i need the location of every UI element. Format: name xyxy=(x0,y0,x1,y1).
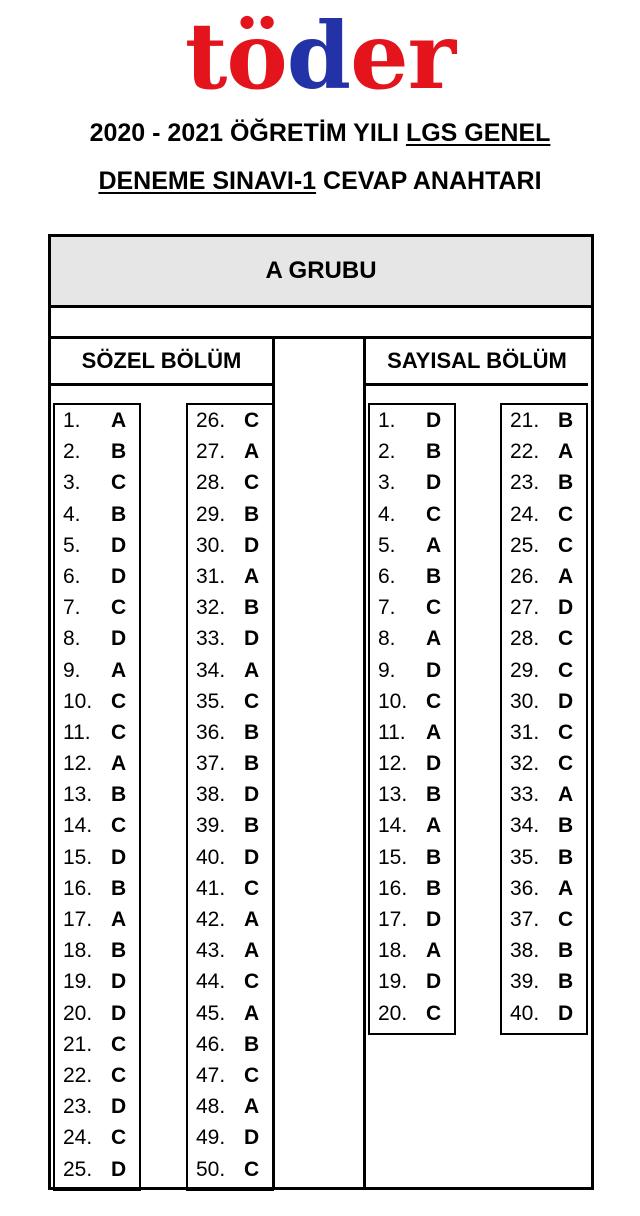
sayisal-column-1 xyxy=(368,403,456,1035)
answer-letter: C xyxy=(111,1032,127,1056)
answer-letter: A xyxy=(558,876,574,900)
answer-letter: A xyxy=(111,752,127,776)
answer-row xyxy=(188,966,272,997)
answer-letter: C xyxy=(244,970,260,994)
answer-row xyxy=(370,592,454,623)
answer-letter: B xyxy=(244,596,260,620)
question-number: 10. xyxy=(63,689,93,713)
question-number: 3. xyxy=(378,471,396,495)
answer-row xyxy=(55,966,139,997)
answer-row xyxy=(55,467,139,498)
question-number: 50. xyxy=(196,1157,226,1181)
question-number: 29. xyxy=(510,658,540,682)
answer-row xyxy=(188,467,272,498)
answer-letter: A xyxy=(426,720,442,744)
answer-row xyxy=(188,935,272,966)
answer-row xyxy=(188,1060,272,1091)
answer-row xyxy=(370,810,454,841)
answer-row xyxy=(502,686,586,717)
question-number: 43. xyxy=(196,939,226,963)
answer-row xyxy=(188,561,272,592)
answer-row xyxy=(55,748,139,779)
answer-letter: A xyxy=(111,409,127,432)
question-number: 33. xyxy=(510,783,540,807)
answer-letter: B xyxy=(558,814,574,838)
answer-letter: B xyxy=(244,752,260,776)
question-number: 1. xyxy=(63,409,81,432)
answer-letter: C xyxy=(244,1157,260,1181)
answer-row xyxy=(55,686,139,717)
answer-row xyxy=(502,717,586,748)
question-number: 18. xyxy=(378,939,408,963)
question-number: 32. xyxy=(510,752,540,776)
question-number: 20. xyxy=(378,1001,408,1025)
question-number: 27. xyxy=(196,440,226,464)
answer-letter: B xyxy=(426,564,442,588)
answer-key-frame xyxy=(48,234,594,1190)
question-number: 48. xyxy=(196,1095,226,1119)
answer-letter: C xyxy=(558,752,574,776)
answer-row xyxy=(55,592,139,623)
answer-letter: D xyxy=(558,689,574,713)
answer-row xyxy=(55,499,139,530)
answer-letter: C xyxy=(111,1063,127,1087)
answer-letter: C xyxy=(426,596,442,620)
answer-letter: C xyxy=(426,502,442,526)
question-number: 19. xyxy=(63,970,93,994)
answer-letter: C xyxy=(558,908,574,931)
question-number: 16. xyxy=(378,876,408,900)
answer-row xyxy=(502,748,586,779)
answer-row xyxy=(502,623,586,654)
answer-letter: D xyxy=(111,1095,127,1119)
answer-letter: A xyxy=(111,908,127,931)
answer-row xyxy=(55,1122,139,1153)
answer-letter: C xyxy=(244,409,260,432)
answer-row xyxy=(55,935,139,966)
question-number: 27. xyxy=(510,596,540,620)
question-number: 40. xyxy=(510,1001,540,1025)
answer-row xyxy=(370,966,454,997)
title-line-1-underlined: LGS GENEL xyxy=(405,119,551,147)
answer-letter: C xyxy=(244,1063,260,1087)
question-number: 13. xyxy=(63,783,93,807)
question-number: 30. xyxy=(196,533,226,557)
answer-letter: B xyxy=(426,845,442,869)
question-number: 9. xyxy=(63,658,81,682)
answer-row xyxy=(188,405,272,436)
answer-letter: A xyxy=(426,814,442,838)
answer-row xyxy=(370,436,454,467)
question-number: 26. xyxy=(196,409,226,432)
answer-letter: B xyxy=(426,440,442,464)
question-number: 31. xyxy=(196,564,226,588)
question-number: 28. xyxy=(196,471,226,495)
answer-row xyxy=(370,405,454,436)
answer-letter: B xyxy=(244,1032,260,1056)
answer-row xyxy=(55,1154,139,1185)
answer-row xyxy=(502,436,586,467)
answer-row xyxy=(502,499,586,530)
sayisal-section-title: SAYISAL BÖLÜM xyxy=(363,339,588,386)
question-number: 5. xyxy=(63,533,81,557)
answer-letter: D xyxy=(558,1001,574,1025)
answer-letter: A xyxy=(426,627,442,651)
answer-row xyxy=(370,904,454,935)
answer-row xyxy=(502,873,586,904)
answer-row xyxy=(188,623,272,654)
answer-row xyxy=(502,467,586,498)
question-number: 38. xyxy=(196,783,226,807)
answer-letter: C xyxy=(111,689,127,713)
answer-letter: B xyxy=(558,939,574,963)
answer-letter: A xyxy=(244,440,260,464)
question-number: 2. xyxy=(63,440,81,464)
answer-row xyxy=(55,436,139,467)
sayisal-column-2 xyxy=(500,403,588,1035)
answer-row xyxy=(188,686,272,717)
answer-letter: B xyxy=(244,814,260,838)
answer-row xyxy=(502,530,586,561)
question-number: 9. xyxy=(378,658,396,682)
question-number: 39. xyxy=(510,970,540,994)
answer-letter: D xyxy=(111,970,127,994)
answer-row xyxy=(55,904,139,935)
answer-letter: D xyxy=(111,533,127,557)
answer-letter: C xyxy=(558,720,574,744)
answer-row xyxy=(188,592,272,623)
sozel-column-1 xyxy=(53,403,141,1191)
question-number: 18. xyxy=(63,939,93,963)
question-number: 37. xyxy=(510,908,540,931)
question-number: 7. xyxy=(63,596,81,620)
answer-letter: B xyxy=(426,876,442,900)
answer-letter: D xyxy=(244,783,260,807)
answer-letter: D xyxy=(426,658,442,682)
question-number: 8. xyxy=(63,627,81,651)
answer-letter: B xyxy=(426,783,442,807)
logo-part-1: tö xyxy=(184,2,287,110)
question-number: 41. xyxy=(196,876,226,900)
answer-letter: B xyxy=(111,440,127,464)
answer-row xyxy=(188,655,272,686)
answer-letter: D xyxy=(558,596,574,620)
question-number: 21. xyxy=(63,1032,93,1056)
question-number: 22. xyxy=(63,1063,93,1087)
answer-letter: B xyxy=(111,876,127,900)
answer-row xyxy=(188,717,272,748)
answer-letter: A xyxy=(426,939,442,963)
answer-row xyxy=(188,842,272,873)
answer-row xyxy=(502,592,586,623)
answer-row xyxy=(502,561,586,592)
answer-row xyxy=(188,499,272,530)
question-number: 36. xyxy=(510,876,540,900)
question-number: 31. xyxy=(510,720,540,744)
answer-row xyxy=(370,467,454,498)
answer-letter: A xyxy=(244,658,260,682)
answer-letter: D xyxy=(426,752,442,776)
logo-part-2: d xyxy=(286,2,351,110)
answer-letter: A xyxy=(244,908,260,931)
answer-row xyxy=(502,405,586,436)
answer-letter: D xyxy=(426,409,442,432)
answer-letter: C xyxy=(111,596,127,620)
question-number: 4. xyxy=(378,502,396,526)
sayisal-section xyxy=(363,386,588,1187)
question-number: 47. xyxy=(196,1063,226,1087)
answer-letter: A xyxy=(244,564,260,588)
question-number: 10. xyxy=(378,689,408,713)
logo-part-3: er xyxy=(350,2,456,110)
answer-row xyxy=(55,873,139,904)
question-number: 17. xyxy=(378,908,408,931)
answer-row xyxy=(55,1060,139,1091)
answer-row xyxy=(188,748,272,779)
question-number: 49. xyxy=(196,1126,226,1150)
answer-letter: C xyxy=(244,471,260,495)
question-number: 8. xyxy=(378,627,396,651)
question-number: 13. xyxy=(378,783,408,807)
answer-letter: C xyxy=(111,720,127,744)
answer-letter: A xyxy=(558,783,574,807)
question-number: 40. xyxy=(196,845,226,869)
page-title-line-1 xyxy=(0,118,640,148)
answer-row xyxy=(55,1029,139,1060)
answer-letter: D xyxy=(244,533,260,557)
answer-row xyxy=(188,904,272,935)
question-number: 11. xyxy=(378,720,406,744)
answer-letter: B xyxy=(558,845,574,869)
question-number: 3. xyxy=(63,471,81,495)
answer-row xyxy=(502,779,586,810)
answer-row xyxy=(370,998,454,1029)
answer-row xyxy=(370,530,454,561)
question-number: 6. xyxy=(63,564,81,588)
spacer-band xyxy=(51,308,591,339)
answer-row xyxy=(188,779,272,810)
answer-letter: B xyxy=(111,783,127,807)
answer-row xyxy=(55,779,139,810)
answer-letter: C xyxy=(426,1001,442,1025)
answer-row xyxy=(55,998,139,1029)
answer-row xyxy=(502,904,586,935)
answer-row xyxy=(188,436,272,467)
answer-row xyxy=(188,1091,272,1122)
title-line-2-suffix: CEVAP ANAHTARI xyxy=(316,167,542,195)
answer-row xyxy=(188,1154,272,1185)
answer-letter: A xyxy=(111,658,127,682)
question-number: 2. xyxy=(378,440,396,464)
answer-row xyxy=(370,873,454,904)
answer-row xyxy=(370,623,454,654)
answer-letter: A xyxy=(426,533,442,557)
answer-row xyxy=(502,998,586,1029)
answer-row xyxy=(370,499,454,530)
answer-letter: B xyxy=(244,502,260,526)
answer-row xyxy=(188,998,272,1029)
answer-letter: D xyxy=(111,1001,127,1025)
answer-letter: A xyxy=(244,1001,260,1025)
answer-letter: B xyxy=(558,409,574,432)
question-number: 29. xyxy=(196,502,226,526)
answer-letter: C xyxy=(111,1126,127,1150)
title-line-2-underlined: DENEME SINAVI-1 xyxy=(98,167,317,195)
answer-row xyxy=(188,530,272,561)
title-line-1-prefix: 2020 - 2021 ÖĞRETİM YILI xyxy=(89,119,406,147)
question-number: 33. xyxy=(196,627,226,651)
answer-row xyxy=(188,1122,272,1153)
question-number: 17. xyxy=(63,908,93,931)
answer-row xyxy=(370,717,454,748)
answer-row xyxy=(370,779,454,810)
question-number: 36. xyxy=(196,720,226,744)
question-number: 25. xyxy=(63,1157,93,1181)
answer-row xyxy=(55,623,139,654)
answer-letter: C xyxy=(558,627,574,651)
question-number: 32. xyxy=(196,596,226,620)
sozel-section xyxy=(51,386,275,1187)
answer-row xyxy=(370,561,454,592)
answer-row xyxy=(370,686,454,717)
answer-letter: D xyxy=(426,970,442,994)
answer-row xyxy=(188,810,272,841)
question-number: 37. xyxy=(196,752,226,776)
answer-row xyxy=(55,561,139,592)
question-number: 22. xyxy=(510,440,540,464)
question-number: 12. xyxy=(378,752,408,776)
question-number: 23. xyxy=(63,1095,93,1119)
question-number: 15. xyxy=(63,845,93,869)
toder-logo xyxy=(0,2,640,110)
page-title-line-2 xyxy=(0,166,640,196)
answer-letter: B xyxy=(558,471,574,495)
answer-row xyxy=(55,530,139,561)
answer-letter: A xyxy=(558,564,574,588)
question-number: 4. xyxy=(63,502,81,526)
question-number: 28. xyxy=(510,627,540,651)
answer-letter: C xyxy=(558,658,574,682)
group-title: A GRUBU xyxy=(265,257,377,284)
question-number: 46. xyxy=(196,1032,226,1056)
answer-letter: D xyxy=(244,1126,260,1150)
question-number: 1. xyxy=(378,409,396,432)
question-number: 11. xyxy=(63,720,91,744)
sozel-column-2 xyxy=(186,403,274,1191)
answer-row xyxy=(502,966,586,997)
question-number: 35. xyxy=(510,845,540,869)
answer-row xyxy=(370,748,454,779)
question-number: 23. xyxy=(510,471,540,495)
answer-letter: B xyxy=(111,939,127,963)
question-number: 21. xyxy=(510,409,540,432)
question-number: 30. xyxy=(510,689,540,713)
answer-row xyxy=(502,935,586,966)
question-number: 7. xyxy=(378,596,396,620)
answer-row xyxy=(55,655,139,686)
question-number: 42. xyxy=(196,908,226,931)
answer-letter: C xyxy=(426,689,442,713)
answer-row xyxy=(55,842,139,873)
answer-row xyxy=(502,842,586,873)
answer-row xyxy=(370,935,454,966)
question-number: 12. xyxy=(63,752,93,776)
answer-row xyxy=(55,810,139,841)
sozel-section-title: SÖZEL BÖLÜM xyxy=(51,339,275,386)
answer-row xyxy=(55,717,139,748)
answer-letter: C xyxy=(111,814,127,838)
answer-letter: D xyxy=(111,627,127,651)
answer-letter: C xyxy=(558,533,574,557)
question-number: 34. xyxy=(510,814,540,838)
question-number: 15. xyxy=(378,845,408,869)
answer-letter: D xyxy=(111,564,127,588)
answer-row xyxy=(188,873,272,904)
question-number: 14. xyxy=(378,814,408,838)
question-number: 34. xyxy=(196,658,226,682)
answer-letter: D xyxy=(244,627,260,651)
question-number: 6. xyxy=(378,564,396,588)
answer-letter: D xyxy=(111,845,127,869)
answer-row xyxy=(55,1091,139,1122)
answer-row xyxy=(55,405,139,436)
answer-letter: A xyxy=(558,440,574,464)
answer-letter: D xyxy=(426,471,442,495)
question-number: 45. xyxy=(196,1001,226,1025)
answer-row xyxy=(370,655,454,686)
question-number: 35. xyxy=(196,689,226,713)
answer-letter: A xyxy=(244,939,260,963)
question-number: 19. xyxy=(378,970,408,994)
question-number: 26. xyxy=(510,564,540,588)
answer-row xyxy=(502,655,586,686)
question-number: 14. xyxy=(63,814,93,838)
answer-row xyxy=(370,842,454,873)
answer-letter: C xyxy=(111,471,127,495)
question-number: 5. xyxy=(378,533,396,557)
question-number: 24. xyxy=(63,1126,93,1150)
question-number: 38. xyxy=(510,939,540,963)
answer-letter: A xyxy=(244,1095,260,1119)
answer-letter: D xyxy=(111,1157,127,1181)
answer-letter: B xyxy=(244,720,260,744)
answer-letter: D xyxy=(244,845,260,869)
answer-letter: C xyxy=(558,502,574,526)
question-number: 24. xyxy=(510,502,540,526)
answer-letter: D xyxy=(426,908,442,931)
question-number: 39. xyxy=(196,814,226,838)
question-number: 20. xyxy=(63,1001,93,1025)
question-number: 44. xyxy=(196,970,226,994)
answer-letter: B xyxy=(111,502,127,526)
answer-letter: C xyxy=(244,689,260,713)
answer-letter: B xyxy=(558,970,574,994)
answer-letter: C xyxy=(244,876,260,900)
question-number: 25. xyxy=(510,533,540,557)
question-number: 16. xyxy=(63,876,93,900)
answer-row xyxy=(188,1029,272,1060)
answer-row xyxy=(502,810,586,841)
